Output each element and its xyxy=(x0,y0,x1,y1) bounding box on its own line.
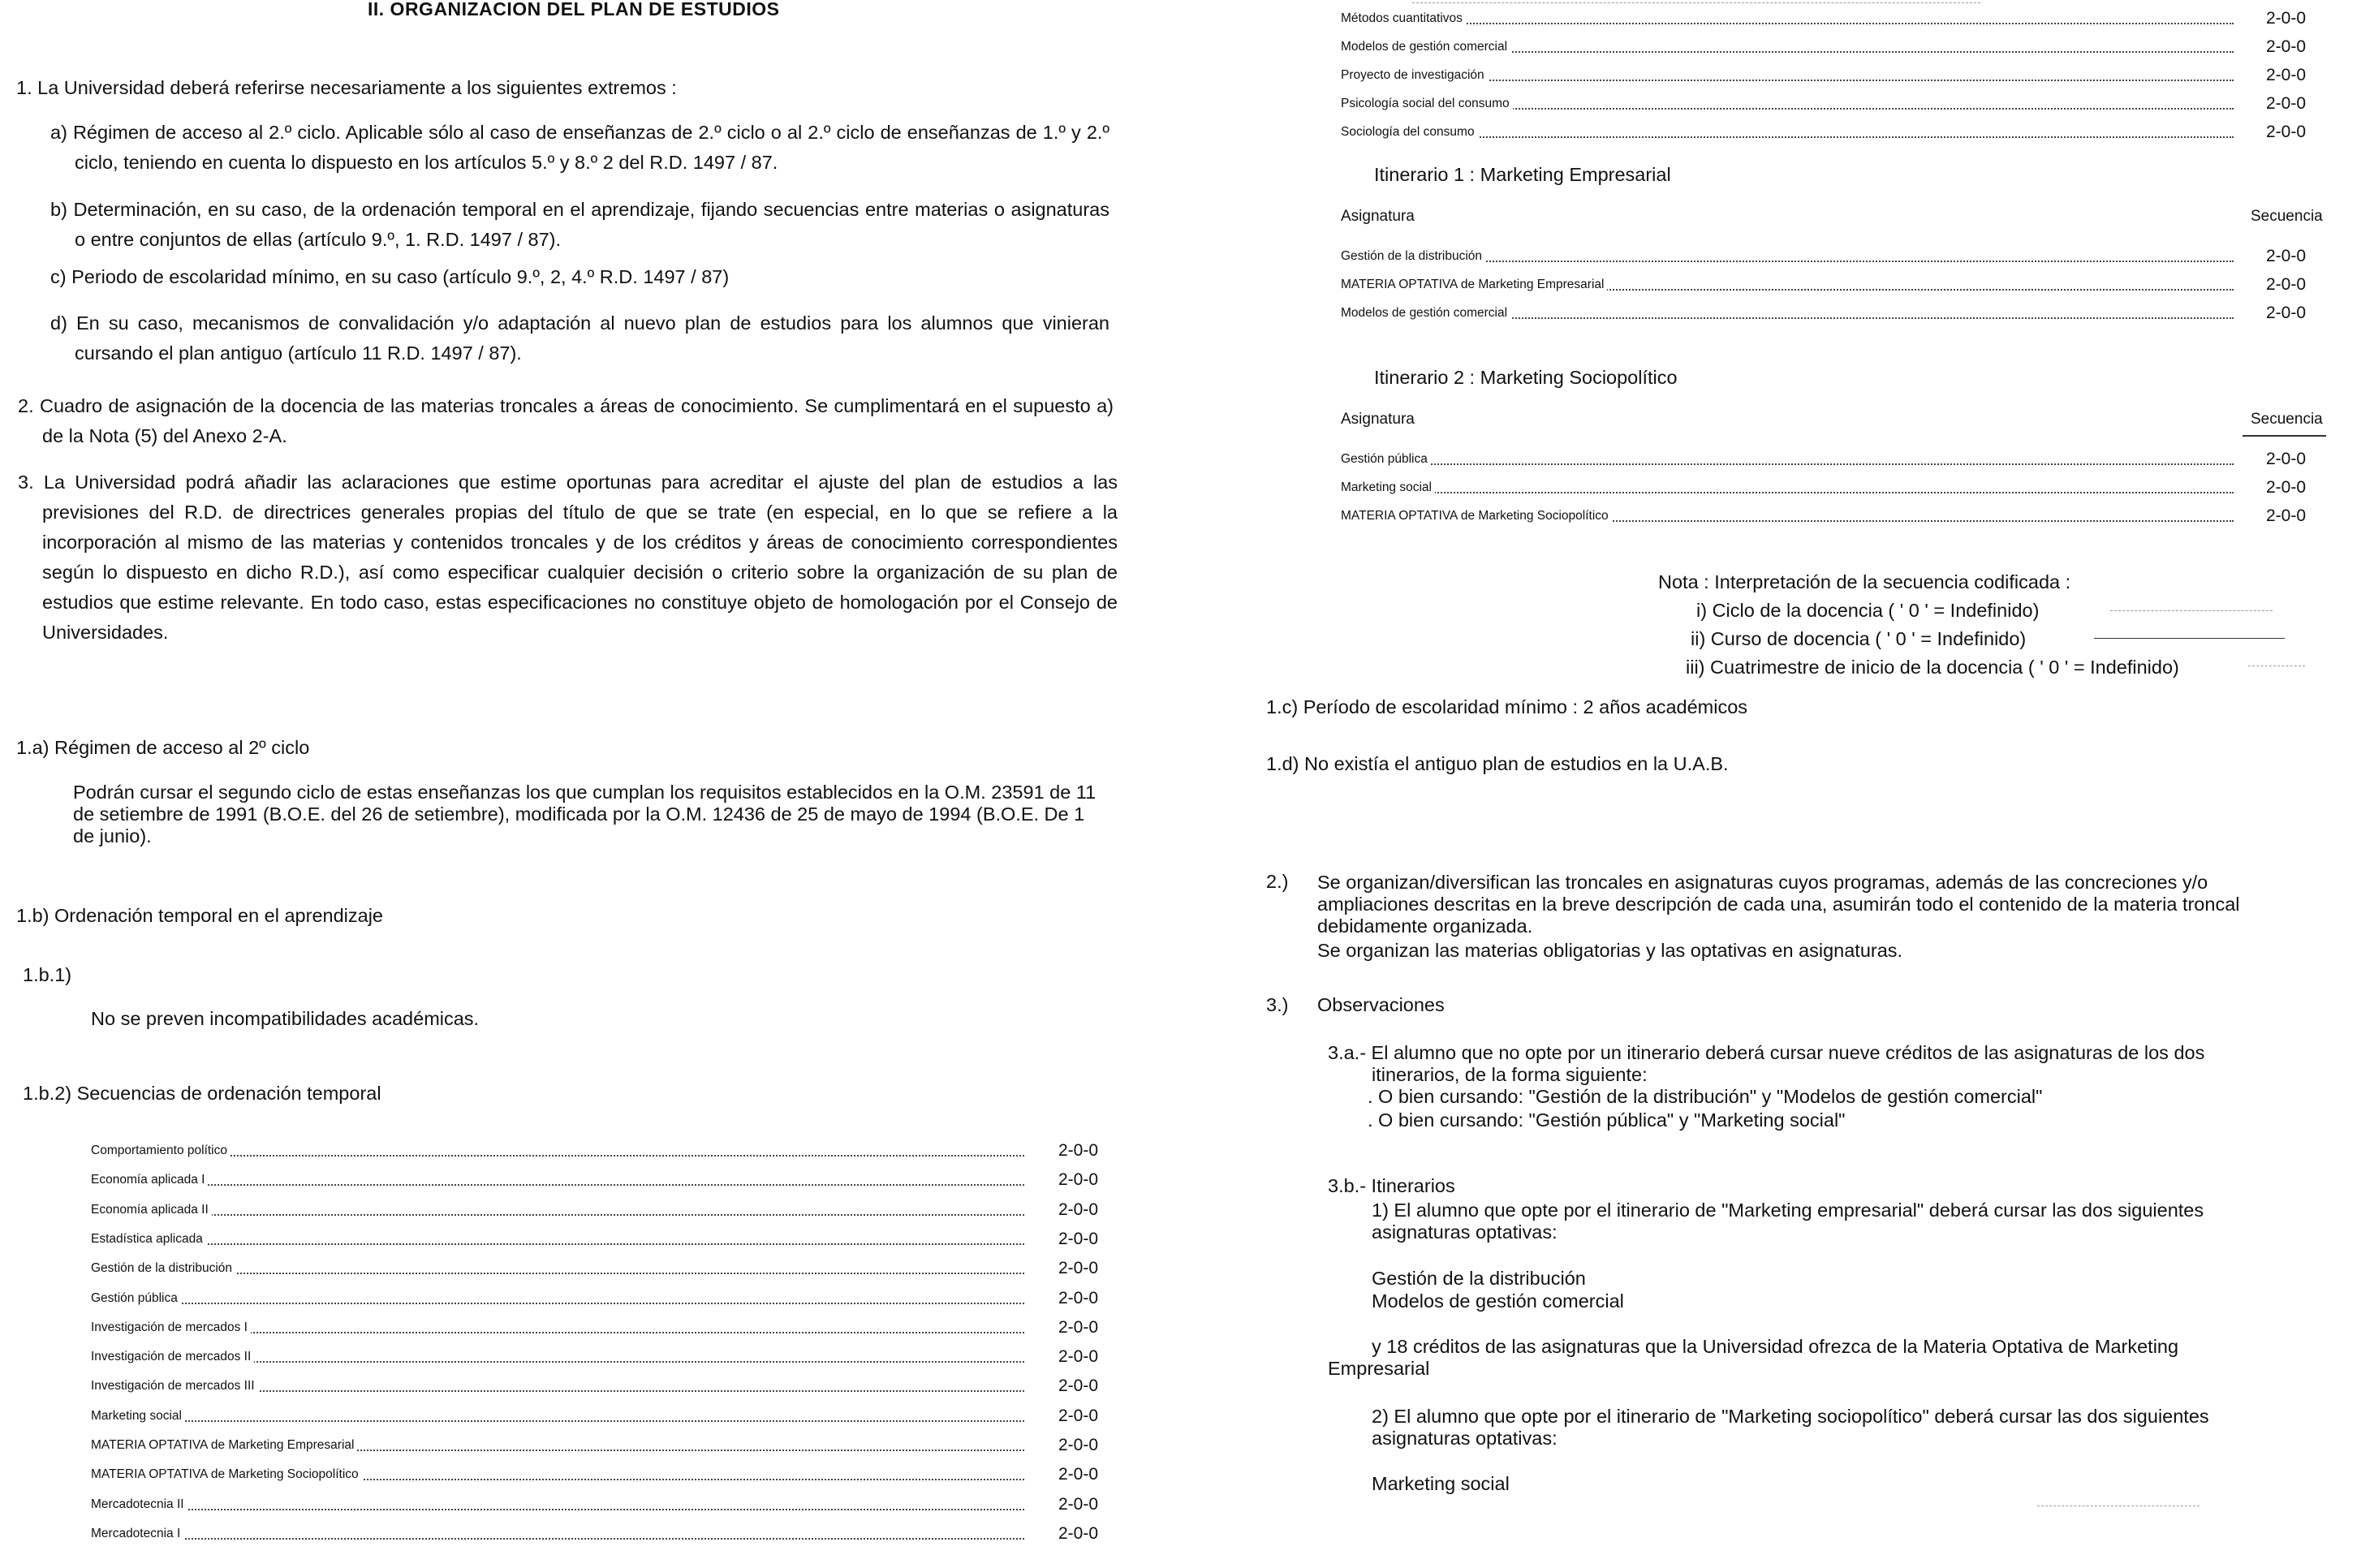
sequence-code: 2-0-0 xyxy=(1058,1465,1099,1484)
subject-name: Sociología del consumo xyxy=(1341,125,1478,140)
paragraph-2: 2. Cuadro de asignación de la docencia de las materias troncales a áreas de conocimiento. Se cumplimentará en el supuesto a) de la Nota (5) del Anexo 2-A. xyxy=(18,395,1114,446)
paragraph-1d: d) En su caso, mecanismos de convalidación y/o adaptación al nuevo plan de estudios para los alumnos que vinieran cursando el plan antiguo (artículo 11 R.D. 1497 / 87). xyxy=(50,312,1109,364)
sequence-row xyxy=(1341,120,2331,144)
sequence-row xyxy=(91,1168,1123,1192)
obs-3b-line-8: 2) El alumno que opte por el itinerario de "Marketing sociopolítico" deberá cursar las dos siguientes xyxy=(1372,1406,2209,1427)
sequence-row xyxy=(91,1374,1123,1398)
dot-leader xyxy=(91,1538,1024,1540)
itinerary-1-title: Itinerario 1 : Marketing Empresarial xyxy=(1374,164,1671,185)
sequence-code: 2-0-0 xyxy=(2266,506,2307,525)
sequence-code: 2-0-0 xyxy=(2266,94,2307,113)
paragraph-1b: b) Determinación, en su caso, de la ordenación temporal en el aprendizaje, fijando secuencias entre materias o asignaturas o entre conjuntos de ellas (artículo 9.º, 1. R.D. 1497 / 87). xyxy=(50,199,1109,250)
subject-name: Gestión pública xyxy=(91,1291,181,1306)
section-1b1-body: No se preven incompatibilidades académicas. xyxy=(91,1008,480,1029)
itinerary-2-col-asignatura: Asignatura xyxy=(1341,411,1415,428)
obs-3a-line-3: . O bien cursando: "Gestión de la distribución" y "Modelos de gestión comercial" xyxy=(1368,1086,2043,1107)
itinerary-1-col-secuencia: Secuencia xyxy=(2251,208,2323,225)
sequence-row xyxy=(1341,447,2331,472)
subject-name: Marketing social xyxy=(1341,480,1435,495)
sequence-row xyxy=(91,1256,1123,1281)
sequence-code: 2-0-0 xyxy=(2266,9,2307,28)
dot-leader xyxy=(91,1303,1024,1304)
dot-leader xyxy=(91,1420,1024,1422)
sequence-code: 2-0-0 xyxy=(2266,247,2307,265)
sequence-code: 2-0-0 xyxy=(1058,1259,1099,1278)
itinerary-2-title: Itinerario 2 : Marketing Sociopolítico xyxy=(1374,367,1678,388)
sequence-row xyxy=(1341,301,2331,325)
subject-name: Gestión de la distribución xyxy=(91,1261,235,1276)
sequence-row xyxy=(1341,6,2331,31)
itinerary-1-col-asignatura: Asignatura xyxy=(1341,208,1415,225)
dot-leader xyxy=(1341,23,2234,24)
obs-3b-line-3: asignaturas optativas: xyxy=(1372,1221,1558,1243)
section-3-title: Observaciones xyxy=(1317,994,1445,1015)
sequence-code: 2-0-0 xyxy=(1058,1494,1099,1514)
secuencia-underline xyxy=(2243,435,2326,437)
dot-leader xyxy=(91,1155,1024,1157)
obs-3b-line-1: 3.b.- Itinerarios xyxy=(1328,1175,1455,1196)
sequence-code: 2-0-0 xyxy=(1058,1406,1099,1425)
subject-name: Comportamiento político xyxy=(91,1144,231,1158)
sequence-row xyxy=(91,1139,1123,1163)
nota-ii: ii) Curso de docencia ( ' 0 ' = Indefinido) xyxy=(1691,628,2027,649)
subject-name: Mercadotecnia I xyxy=(91,1527,183,1541)
sequence-row xyxy=(91,1462,1123,1487)
sequence-code: 2-0-0 xyxy=(1058,1347,1099,1367)
nota-mark-1 xyxy=(2110,610,2273,611)
dot-leader xyxy=(91,1509,1024,1510)
obs-3b-line-2: 1) El alumno que opte por el itinerario de "Marketing empresarial" deberá cursar las dos siguientes xyxy=(1372,1200,2204,1221)
sequence-code: 2-0-0 xyxy=(2266,450,2307,468)
sequence-code: 2-0-0 xyxy=(2266,123,2307,141)
subject-name: Proyecto de investigación xyxy=(1341,68,1488,83)
subject-name: Mercadotecnia II xyxy=(91,1497,187,1512)
dot-leader xyxy=(91,1214,1024,1216)
subject-name: Investigación de mercados I xyxy=(91,1320,251,1335)
sequence-row xyxy=(91,1286,1123,1311)
subject-name: Marketing social xyxy=(91,1409,185,1424)
section-1a-body: Podrán cursar el segundo ciclo de estas enseñanzas los que cumplan los requisitos establecidos en la O.M. 23591 de 11 de setiembre de 1991 (B.O.E. del 26 de setiembre), modificada por la O.M. 12436 de 25 de mayo de 1994 (B.O.E. De 1 de junio). xyxy=(73,782,1097,846)
obs-3a-line-1: 3.a.- El alumno que no opte por un itinerario deberá cursar nueve créditos de las asignaturas de los dos xyxy=(1328,1042,2205,1063)
section-2-number: 2.) xyxy=(1266,871,1289,892)
obs-3b-line-10: Marketing social xyxy=(1372,1473,1510,1494)
nota-iii: iii) Cuatrimestre de inicio de la docencia ( ' 0 ' = Indefinido) xyxy=(1686,657,2179,678)
sequence-row xyxy=(91,1404,1123,1428)
paragraph-1: 1. La Universidad deberá referirse necesariamente a los siguientes extremos : xyxy=(16,77,677,98)
nota-i: i) Ciclo de la docencia ( ' 0 ' = Indefinido) xyxy=(1696,600,2040,621)
section-1a-heading: 1.a) Régimen de acceso al 2º ciclo xyxy=(16,737,310,758)
nota-title: Nota : Interpretación de la secuencia codificada : xyxy=(1658,571,2071,592)
sequence-code: 2-0-0 xyxy=(2266,478,2307,497)
paragraph-3: 3. La Universidad podrá añadir las aclaraciones que estime oportunas para acreditar el ajuste del plan de estudios a las previsiones del R.D. de directrices generales propias del título de que se trate (en especial, en lo que se refiere a la incorporación al mismo de las materias y contenidos troncales y de los créditos y áreas de conocimiento correspondientes según lo dispuesto en dicho R.D.), así como especificar cualquier decisión o criterio sobre la organización de su plan de estudios que estime relevante. En todo caso, estas especificaciones no constituye objeto de homologación por el Consejo de Universidades. xyxy=(18,472,1118,643)
subject-name: Métodos cuantitativos xyxy=(1341,11,1466,26)
sequence-row xyxy=(91,1522,1123,1546)
sequence-code: 2-0-0 xyxy=(1058,1141,1099,1160)
subject-name: Modelos de gestión comercial xyxy=(1341,40,1510,54)
obs-3b-line-9: asignaturas optativas: xyxy=(1372,1428,1558,1449)
sequence-row xyxy=(1341,273,2331,297)
sequence-code: 2-0-0 xyxy=(1058,1200,1099,1219)
obs-3a-line-4: . O bien cursando: "Gestión pública" y "Marketing social" xyxy=(1368,1109,1846,1131)
subject-name: Estadística aplicada xyxy=(91,1232,206,1247)
sequence-row xyxy=(1341,92,2331,116)
sequence-code: 2-0-0 xyxy=(1058,1436,1099,1454)
subject-name: Gestión de la distribución xyxy=(1341,249,1485,264)
sequence-code: 2-0-0 xyxy=(1058,1288,1099,1307)
dot-leader xyxy=(91,1184,1024,1186)
section-1d: 1.d) No existía el antiguo plan de estudios en la U.A.B. xyxy=(1266,753,1729,774)
sequence-code: 2-0-0 xyxy=(2266,37,2307,56)
sequence-row xyxy=(91,1198,1123,1222)
section-2-body-2: Se organizan las materias obligatorias y las optativas en asignaturas. xyxy=(1317,940,1903,961)
subject-name: Gestión pública xyxy=(1341,452,1431,467)
sequence-row xyxy=(91,1227,1123,1251)
sequence-code: 2-0-0 xyxy=(2266,66,2307,84)
obs-3b-line-6: y 18 créditos de las asignaturas que la Universidad ofrezca de la Materia Optativa de Marketing xyxy=(1372,1336,2179,1357)
section-title: II. ORGANIZACION DEL PLAN DE ESTUDIOS xyxy=(368,0,780,19)
sequence-row xyxy=(1341,35,2331,59)
dot-leader xyxy=(1341,492,2234,493)
sequence-row xyxy=(91,1493,1123,1517)
subject-name: Modelos de gestión comercial xyxy=(1341,306,1510,321)
dot-leader xyxy=(1341,463,2234,465)
subject-name: Economía aplicada I xyxy=(91,1173,208,1187)
subject-name: MATERIA OPTATIVA de Marketing Sociopolítico xyxy=(91,1467,362,1482)
subject-name: Psicología social del consumo xyxy=(1341,97,1513,111)
subject-name: Investigación de mercados III xyxy=(91,1379,258,1394)
sequence-code: 2-0-0 xyxy=(1058,1229,1099,1248)
sequence-code: 2-0-0 xyxy=(2266,304,2307,322)
section-1b1-heading: 1.b.1) xyxy=(23,964,72,985)
sequence-row xyxy=(91,1433,1123,1458)
sequence-code: 2-0-0 xyxy=(2266,275,2307,294)
sequence-row xyxy=(1341,63,2331,88)
sequence-code: 2-0-0 xyxy=(1058,1376,1099,1396)
sequence-row xyxy=(91,1345,1123,1369)
obs-3b-line-4: Gestión de la distribución xyxy=(1372,1268,1586,1289)
subject-name: MATERIA OPTATIVA de Marketing Sociopolítico xyxy=(1341,509,1612,523)
sequence-row xyxy=(1341,244,2331,269)
paragraph-1a: a) Régimen de acceso al 2.º ciclo. Aplicable sólo al caso de enseñanzas de 2.º ciclo o al 2.º ciclo de enseñanzas de 1.º y 2.º ciclo, teniendo en cuenta lo dispuesto en los artículos 5.º y 8.º 2 del R.D. 1497 / 87. xyxy=(50,122,1109,173)
subject-name: MATERIA OPTATIVA de Marketing Empresarial xyxy=(91,1438,357,1453)
sequence-row xyxy=(91,1316,1123,1340)
sequence-code: 2-0-0 xyxy=(1058,1170,1099,1190)
section-1c: 1.c) Período de escolaridad mínimo : 2 años académicos xyxy=(1266,696,1748,717)
sequence-row xyxy=(1341,476,2331,500)
obs-3b-line-5: Modelos de gestión comercial xyxy=(1372,1290,1624,1312)
subject-name: Investigación de mercados II xyxy=(91,1350,254,1364)
sequence-code: 2-0-0 xyxy=(1058,1317,1099,1337)
obs-3a-line-2: itinerarios, de la forma siguiente: xyxy=(1372,1064,1648,1085)
paragraph-1c: c) Periodo de escolaridad mínimo, en su caso (artículo 9.º, 2, 4.º R.D. 1497 / 87) xyxy=(50,266,730,287)
top-rule xyxy=(1412,2,1980,3)
section-1b-heading: 1.b) Ordenación temporal en el aprendizaje xyxy=(16,905,383,926)
nota-mark-2 xyxy=(2094,638,2285,639)
subject-name: MATERIA OPTATIVA de Marketing Empresarial xyxy=(1341,278,1607,292)
section-3-number: 3.) xyxy=(1266,994,1289,1015)
itinerary-2-col-secuencia: Secuencia xyxy=(2251,411,2323,428)
dot-leader xyxy=(91,1243,1024,1245)
sequence-row xyxy=(1341,504,2331,528)
section-2-body: Se organizan/diversifican las troncales en asignaturas cuyos programas, además de las concreciones y/o ampliaciones descritas en la breve descripción de cada una, asumirán todo el contenido de la materia troncal debidamente organizada. xyxy=(1317,872,2240,937)
sequence-code: 2-0-0 xyxy=(1058,1523,1099,1543)
obs-3b-line-7: Empresarial xyxy=(1328,1358,1430,1379)
subject-name: Economía aplicada II xyxy=(91,1203,212,1217)
section-1b2-heading: 1.b.2) Secuencias de ordenación temporal xyxy=(23,1083,381,1104)
